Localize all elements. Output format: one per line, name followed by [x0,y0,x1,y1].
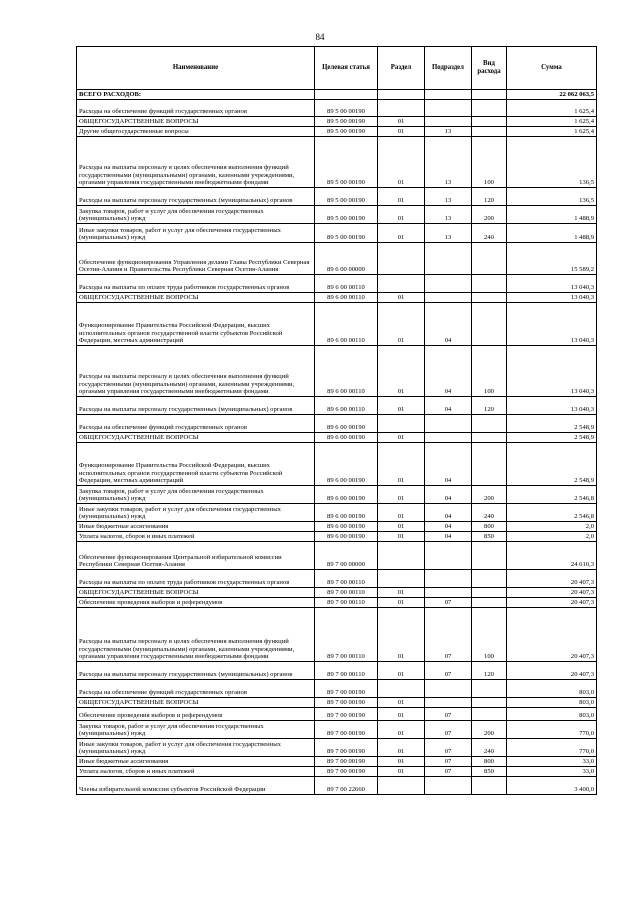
budget-table [76,46,597,795]
cell-name: Другие общегосударственные вопросы [77,127,315,137]
cell-name: ОБЩЕГОСУДАРСТВЕННЫЕ ВОПРОСЫ [77,117,315,127]
table-row [77,739,597,757]
cell-target: 89 7 00 00190 [315,757,378,767]
table-header-row [77,47,597,90]
cell-type: 200 [472,206,507,224]
cell-section: 01 [378,504,425,522]
cell-sum: 20 407,3 [507,598,597,608]
cell-sum: 20 407,3 [507,570,597,588]
cell-subsection: 04 [425,346,472,397]
cell-type [472,570,507,588]
cell-section: 01 [378,224,425,243]
cell-subsection: 07 [425,767,472,777]
cell-section: 01 [378,397,425,415]
cell-subsection: 04 [425,522,472,532]
cell-target: 89 7 00 00190 [315,739,378,757]
cell-name: Иные закупки товаров, работ и услуг для обеспечения государственных (муниципальных) нужд [77,224,315,243]
table-row [77,443,597,486]
cell-subsection [425,433,472,443]
cell-section [378,243,425,275]
table-row [77,127,597,137]
cell-type [472,777,507,795]
page-number: 84 [315,32,325,42]
cell-type: 100 [472,346,507,397]
table-row [77,698,597,708]
cell-type: 200 [472,486,507,504]
cell-section: 01 [378,293,425,303]
cell-target: 89 7 00 00190 [315,721,378,739]
cell-target: 89 5 00 00190 [315,117,378,127]
cell-sum: 33,0 [507,767,597,777]
cell-type [472,708,507,721]
cell-type: 240 [472,224,507,243]
cell-type [472,433,507,443]
cell-sum: 2,0 [507,522,597,532]
cell-name: Расходы на выплаты персоналу в целях обеспечения выполнения функций государственными (муниципальными) органами, казенными учреждениями, органами управления государственными внебюджетными фондами [77,137,315,188]
cell-target: 89 7 00 00190 [315,680,378,698]
cell-target: 89 6 00 00190 [315,504,378,522]
cell-subsection: 04 [425,486,472,504]
cell-subsection [425,117,472,127]
cell-name: ОБЩЕГОСУДАРСТВЕННЫЕ ВОПРОСЫ [77,293,315,303]
cell-name: Расходы на выплаты персоналу государственных (муниципальных) органов [77,662,315,680]
cell-name: Члены избирательной комиссии субъектов Российской Федерации [77,777,315,795]
cell-name: ОБЩЕГОСУДАРСТВЕННЫЕ ВОПРОСЫ [77,698,315,708]
cell-name: Уплата налогов, сборов и иных платежей [77,532,315,542]
table-row [77,100,597,117]
cell-target: 89 7 00 00110 [315,570,378,588]
cell-type [472,588,507,598]
cell-name: Закупка товаров, работ и услуг для обеспечения государственных (муниципальных) нужд [77,486,315,504]
table-row [77,680,597,698]
cell-section [378,100,425,117]
cell-target: 89 6 00 00190 [315,486,378,504]
cell-type: 240 [472,504,507,522]
cell-name: Расходы на обеспечение функций государственных органов [77,100,315,117]
cell-target: 89 7 00 00110 [315,662,378,680]
cell-subsection [425,680,472,698]
cell-subsection: 04 [425,397,472,415]
cell-target: 89 5 00 00190 [315,127,378,137]
cell-section: 01 [378,188,425,206]
cell-target: 89 5 00 00190 [315,100,378,117]
cell-subsection: 04 [425,443,472,486]
cell-type [472,303,507,346]
cell-subsection: 07 [425,721,472,739]
cell-sum: 13 040,3 [507,397,597,415]
cell-subsection: 13 [425,137,472,188]
cell-sum: 2 548,9 [507,443,597,486]
table-row [77,662,597,680]
cell-name: Обеспечение функционирования Управления делами Главы Республики Северная Осетия-Алания и Правительства Республики Северная Осетия-Алания [77,243,315,275]
cell-type [472,275,507,293]
cell-name: Расходы на выплаты персоналу в целях обеспечения выполнения функций государственными (муниципальными) органами, казенными учреждениями, органами управления государственными внебюджетными фондами [77,346,315,397]
cell-target: 89 6 00 00190 [315,415,378,433]
cell-sum: 3 400,0 [507,777,597,795]
table-row [77,433,597,443]
table-row [77,346,597,397]
table-row [77,275,597,293]
cell-subsection [425,698,472,708]
cell-name: Функционирование Правительства Российской Федерации, высших исполнительных органов государственной власти субъектов Российской Федерации, местных администраций [77,303,315,346]
cell-section: 01 [378,346,425,397]
table-row [77,90,597,100]
cell-sum: 13 040,3 [507,293,597,303]
cell-target: 89 6 00 00190 [315,443,378,486]
cell-name: Расходы на выплаты персоналу государственных (муниципальных) органов [77,188,315,206]
cell-target: 89 5 00 00190 [315,137,378,188]
cell-subsection: 04 [425,303,472,346]
table-row [77,570,597,588]
cell-section: 01 [378,486,425,504]
cell-subsection [425,100,472,117]
cell-target: 89 6 00 00190 [315,522,378,532]
cell-subsection: 07 [425,708,472,721]
cell-section: 01 [378,443,425,486]
cell-type [472,415,507,433]
cell-name: Расходы на обеспечение функций государственных органов [77,415,315,433]
table-row [77,486,597,504]
cell-name: Иные закупки товаров, работ и услуг для обеспечения государственных (муниципальных) нужд [77,504,315,522]
cell-section [378,570,425,588]
cell-sum: 2 546,8 [507,486,597,504]
cell-sum: 1 488,9 [507,224,597,243]
cell-subsection [425,415,472,433]
cell-type: 120 [472,397,507,415]
cell-name: ОБЩЕГОСУДАРСТВЕННЫЕ ВОПРОСЫ [77,588,315,598]
cell-subsection [425,90,472,100]
table-row [77,397,597,415]
table-row [77,117,597,127]
cell-target: 89 7 00 00110 [315,598,378,608]
table-row [77,293,597,303]
cell-sum: 1 625,4 [507,127,597,137]
cell-section [378,275,425,293]
cell-type: 120 [472,662,507,680]
cell-type: 850 [472,532,507,542]
table-row [77,188,597,206]
cell-target: 89 7 00 00190 [315,698,378,708]
cell-target: 89 5 00 00190 [315,206,378,224]
cell-sum: 2 546,8 [507,504,597,522]
cell-sum: 22 062 063,5 [507,90,597,100]
cell-section [378,777,425,795]
cell-name: Иные закупки товаров, работ и услуг для обеспечения государственных (муниципальных) нужд [77,739,315,757]
cell-section: 01 [378,757,425,767]
cell-sum: 13 040,3 [507,303,597,346]
table-row [77,206,597,224]
cell-type: 800 [472,757,507,767]
cell-sum: 20 407,3 [507,588,597,598]
cell-name: Закупка товаров, работ и услуг для обеспечения государственных (муниципальных) нужд [77,206,315,224]
cell-target: 89 6 00 00110 [315,303,378,346]
cell-subsection: 04 [425,532,472,542]
cell-type [472,680,507,698]
header-target: Целевая статья [315,47,378,90]
cell-target: 89 6 00 00190 [315,532,378,542]
cell-type [472,243,507,275]
cell-name: Уплата налогов, сборов и иных платежей [77,767,315,777]
cell-sum: 13 040,3 [507,275,597,293]
cell-target: 89 7 00 00190 [315,767,378,777]
header-subsection: Подраздел [425,47,472,90]
cell-type: 800 [472,522,507,532]
cell-sum: 803,0 [507,698,597,708]
cell-subsection: 07 [425,598,472,608]
cell-sum: 136,5 [507,137,597,188]
cell-section: 01 [378,608,425,662]
cell-sum: 2 548,9 [507,415,597,433]
cell-section: 01 [378,662,425,680]
cell-subsection: 07 [425,662,472,680]
cell-section: 01 [378,127,425,137]
cell-subsection [425,293,472,303]
cell-sum: 20 407,3 [507,608,597,662]
cell-section: 01 [378,739,425,757]
cell-target: 89 6 00 00000 [315,243,378,275]
cell-sum: 2,0 [507,532,597,542]
cell-target: 89 7 00 00110 [315,588,378,598]
cell-sum: 24 610,3 [507,542,597,570]
table-row [77,721,597,739]
table-row [77,757,597,767]
cell-sum: 1 625,4 [507,100,597,117]
header-section: Раздел [378,47,425,90]
cell-sum: 1 488,9 [507,206,597,224]
header-sum: Сумма [507,47,597,90]
cell-subsection: 13 [425,224,472,243]
cell-name: Иные бюджетные ассигнования [77,522,315,532]
cell-name: Обеспечение проведения выборов и референдумов [77,708,315,721]
cell-target: 89 7 00 22660 [315,777,378,795]
cell-subsection: 07 [425,757,472,767]
cell-name: ВСЕГО РАСХОДОВ: [77,90,315,100]
cell-subsection [425,570,472,588]
cell-sum: 1 625,4 [507,117,597,127]
cell-target: 89 6 00 00110 [315,346,378,397]
table-row [77,137,597,188]
cell-section: 01 [378,303,425,346]
cell-name: Иные бюджетные ассигнования [77,757,315,767]
table-row [77,504,597,522]
cell-subsection: 07 [425,608,472,662]
cell-type [472,598,507,608]
cell-subsection: 13 [425,188,472,206]
table-row [77,303,597,346]
cell-type [472,117,507,127]
cell-sum: 20 407,3 [507,662,597,680]
cell-section: 01 [378,598,425,608]
cell-type [472,90,507,100]
cell-section: 01 [378,708,425,721]
cell-subsection [425,588,472,598]
cell-target: 89 5 00 00190 [315,188,378,206]
cell-type [472,542,507,570]
cell-section: 01 [378,721,425,739]
cell-section: 01 [378,588,425,598]
cell-section [378,415,425,433]
cell-sum: 770,0 [507,721,597,739]
cell-section [378,680,425,698]
cell-target: 89 7 00 00190 [315,708,378,721]
table-row [77,532,597,542]
cell-name: Функционирование Правительства Российской Федерации, высших исполнительных органов государственной власти субъектов Российской Федерации, местных администраций [77,443,315,486]
cell-type: 240 [472,739,507,757]
cell-type: 120 [472,188,507,206]
cell-name: Расходы на обеспечение функций государственных органов [77,680,315,698]
table-row [77,588,597,598]
cell-section: 01 [378,117,425,127]
header-name: Наименование [77,47,315,90]
cell-name: Обеспечение функционирования Центральной избирательной комиссии Республики Северная Осетия-Алания [77,542,315,570]
cell-name: Расходы на выплаты персоналу в целях обеспечения выполнения функций государственными (муниципальными) органами, казенными учреждениями, органами управления государственными внебюджетными фондами [77,608,315,662]
cell-section: 01 [378,767,425,777]
cell-target [315,90,378,100]
cell-target: 89 6 00 00190 [315,433,378,443]
cell-section: 01 [378,532,425,542]
cell-sum: 2 548,9 [507,433,597,443]
table-row [77,608,597,662]
cell-subsection [425,542,472,570]
cell-subsection: 13 [425,206,472,224]
table-row [77,522,597,532]
cell-sum: 136,5 [507,188,597,206]
cell-subsection [425,777,472,795]
cell-target: 89 5 00 00190 [315,224,378,243]
cell-target: 89 6 00 00110 [315,293,378,303]
cell-type [472,443,507,486]
cell-target: 89 6 00 00110 [315,275,378,293]
cell-name: Расходы на выплаты по оплате труда работников государственных органов [77,275,315,293]
cell-target: 89 7 00 00000 [315,542,378,570]
cell-sum: 13 040,3 [507,346,597,397]
cell-sum: 803,0 [507,708,597,721]
cell-subsection: 04 [425,504,472,522]
cell-subsection: 07 [425,739,472,757]
cell-target: 89 7 00 00110 [315,608,378,662]
table-row [77,767,597,777]
header-type: Вид расхода [472,47,507,90]
cell-sum: 33,0 [507,757,597,767]
cell-subsection: 13 [425,127,472,137]
cell-target: 89 6 00 00110 [315,397,378,415]
cell-type [472,698,507,708]
cell-type: 100 [472,608,507,662]
cell-name: Расходы на выплаты по оплате труда работников государственных органов [77,570,315,588]
cell-name: ОБЩЕГОСУДАРСТВЕННЫЕ ВОПРОСЫ [77,433,315,443]
table-row [77,598,597,608]
cell-section: 01 [378,522,425,532]
cell-type: 200 [472,721,507,739]
cell-section: 01 [378,698,425,708]
cell-subsection [425,243,472,275]
cell-type [472,127,507,137]
cell-name: Расходы на выплаты персоналу государственных (муниципальных) органов [77,397,315,415]
table-row [77,224,597,243]
cell-subsection [425,275,472,293]
cell-section [378,90,425,100]
table-row [77,777,597,795]
table-row [77,542,597,570]
cell-type: 100 [472,137,507,188]
cell-section: 01 [378,206,425,224]
table-row [77,708,597,721]
table-row [77,243,597,275]
cell-sum: 803,0 [507,680,597,698]
cell-section: 01 [378,137,425,188]
cell-sum: 15 589,2 [507,243,597,275]
table-row [77,415,597,433]
cell-section: 01 [378,433,425,443]
cell-name: Закупка товаров, работ и услуг для обеспечения государственных (муниципальных) нужд [77,721,315,739]
cell-section [378,542,425,570]
cell-type: 850 [472,767,507,777]
cell-type [472,100,507,117]
cell-name: Обеспечение проведения выборов и референдумов [77,598,315,608]
cell-sum: 770,0 [507,739,597,757]
cell-type [472,293,507,303]
